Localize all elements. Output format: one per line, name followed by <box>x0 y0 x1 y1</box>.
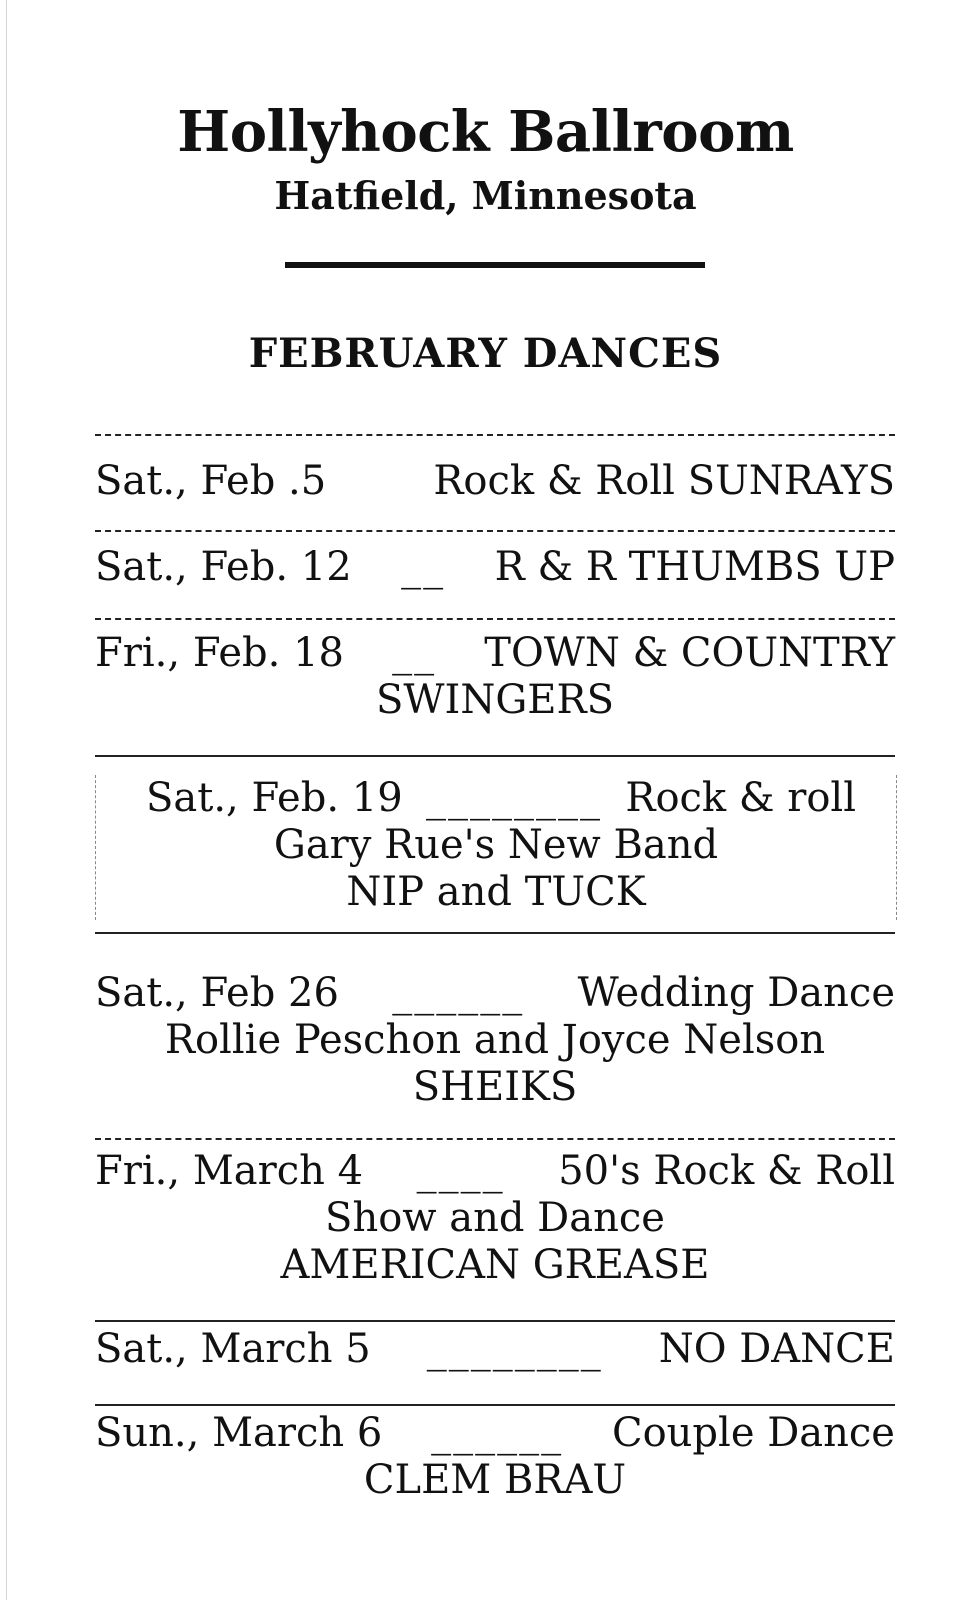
event-band: SHEIKS <box>412 1064 578 1110</box>
event-line <box>95 1410 895 1457</box>
event-leader: __ <box>392 630 437 676</box>
event-description: 50's Rock & Roll <box>558 1148 895 1194</box>
title-rule <box>285 262 705 268</box>
schedule-heading: FEBRUARY DANCES <box>248 330 723 377</box>
event-line <box>95 630 895 677</box>
event-item <box>95 458 895 505</box>
event-date: Sat., Feb 26 <box>95 970 339 1016</box>
event-description: Couple Dance <box>611 1410 895 1456</box>
event-description: TOWN & COUNTRY <box>484 630 895 676</box>
event-date: Sat., Feb. 12 <box>95 544 352 590</box>
separator <box>95 530 895 532</box>
separator <box>95 1320 895 1322</box>
event-leader: ______ <box>431 1410 564 1456</box>
event-band: CLEM BRAU <box>363 1457 627 1503</box>
event-leader: ________ <box>426 1326 603 1372</box>
event-detail: Gary Rue's New Band <box>273 822 719 868</box>
ballroom-title: Hollyhock Ballroom <box>177 99 794 165</box>
event-description: Wedding Dance <box>577 970 895 1016</box>
separator <box>95 755 895 757</box>
event-band: NIP and TUCK <box>346 869 646 915</box>
event-date: Fri., Feb. 18 <box>95 630 344 676</box>
event-item <box>95 1148 895 1289</box>
event-date: Sat., March 5 <box>95 1326 371 1372</box>
header <box>0 100 971 218</box>
separator <box>95 618 895 620</box>
event-item-boxed <box>95 775 897 920</box>
event-item <box>95 1410 895 1504</box>
event-item <box>95 630 895 724</box>
event-band: SWINGERS <box>376 677 614 723</box>
event-leader: ______ <box>392 970 525 1016</box>
event-line <box>95 1148 895 1195</box>
separator <box>95 1138 895 1140</box>
event-description: Rock & roll <box>625 775 856 821</box>
event-line <box>95 970 895 1017</box>
event-description: Rock & Roll SUNRAYS <box>433 458 895 504</box>
event-band: AMERICAN GREASE <box>280 1242 710 1288</box>
event-leader: ________ <box>425 775 602 821</box>
separator <box>95 434 895 436</box>
event-detail: Show and Dance <box>325 1195 665 1241</box>
event-item <box>95 1326 895 1373</box>
event-description: R & R THUMBS UP <box>494 544 895 590</box>
event-leader: __ <box>401 544 446 590</box>
event-leader: ____ <box>416 1148 505 1194</box>
event-line <box>95 544 895 591</box>
event-line <box>95 1326 895 1373</box>
event-date: Sat., Feb .5 <box>95 458 327 504</box>
event-line <box>95 458 895 505</box>
event-description: NO DANCE <box>658 1326 895 1372</box>
event-date: Fri., March 4 <box>95 1148 364 1194</box>
paper-edge <box>6 0 7 1600</box>
event-date: Sat., Feb. 19 <box>146 775 403 821</box>
event-item <box>95 544 895 591</box>
separator <box>95 1404 895 1406</box>
event-date: Sun., March 6 <box>95 1410 383 1456</box>
ballroom-location: Hatfield, Minnesota <box>274 173 697 218</box>
event-line <box>96 775 896 822</box>
separator <box>95 932 895 934</box>
event-detail: Rollie Peschon and Joyce Nelson <box>164 1017 826 1063</box>
event-item <box>95 970 895 1111</box>
